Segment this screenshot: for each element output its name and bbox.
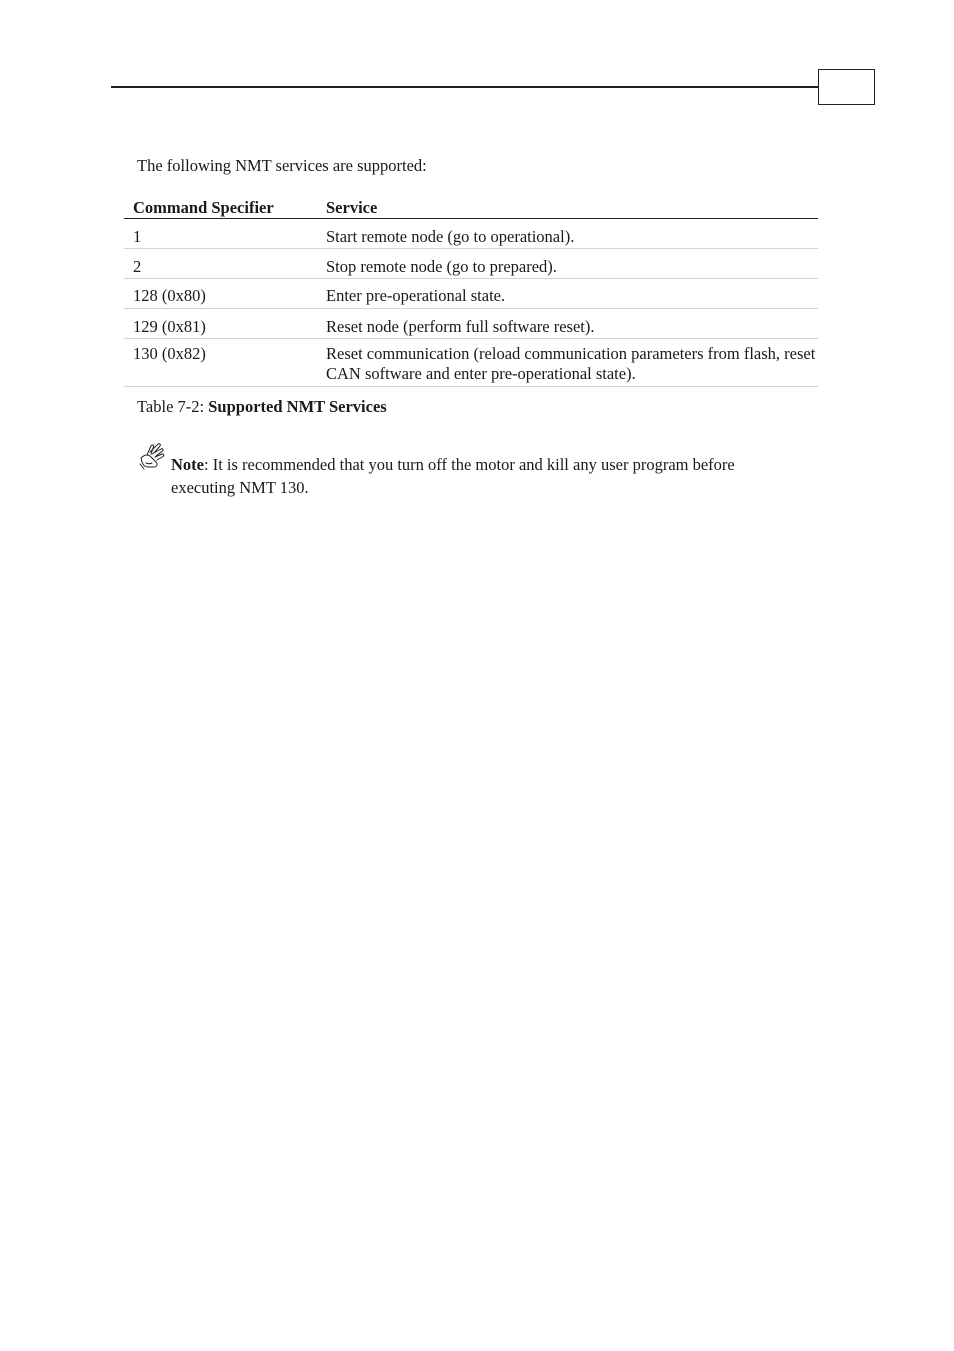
table-row	[124, 279, 818, 309]
table-row	[124, 339, 818, 387]
note-hand-icon	[138, 442, 168, 472]
caption-prefix: Table 7-2:	[137, 397, 209, 416]
command-specifier-cell: 2	[124, 249, 317, 279]
command-specifier-cell: 1	[124, 219, 317, 249]
intro-text: The following NMT services are supported:	[137, 156, 427, 175]
header-rule	[111, 86, 818, 88]
nmt-services-table	[124, 196, 818, 387]
caption-title: Supported NMT Services	[208, 397, 387, 416]
table-row	[124, 309, 818, 339]
command-specifier-cell: 129 (0x81)	[124, 309, 317, 339]
service-cell: Enter pre-operational state.	[317, 279, 818, 309]
table-row	[124, 249, 818, 279]
service-cell: Start remote node (go to operational).	[317, 219, 818, 249]
page-number-box	[818, 69, 875, 105]
note-text: : It is recommended that you turn off the motor and kill any user program before executing NMT 130.	[171, 455, 735, 497]
table-header-row	[124, 196, 818, 219]
header-service: Service	[317, 196, 818, 219]
service-cell: Reset communication (reload communication parameters from flash, reset CAN software and enter pre-operational state).	[317, 339, 818, 387]
header-command-specifier: Command Specifier	[124, 196, 317, 219]
command-specifier-cell: 130 (0x82)	[124, 339, 317, 387]
service-cell: Stop remote node (go to prepared).	[317, 249, 818, 279]
note-block	[171, 453, 791, 499]
command-specifier-cell: 128 (0x80)	[124, 279, 317, 309]
table-caption	[137, 397, 387, 417]
service-cell: Reset node (perform full software reset).	[317, 309, 818, 339]
table-row	[124, 219, 818, 249]
note-label: Note	[171, 455, 204, 474]
